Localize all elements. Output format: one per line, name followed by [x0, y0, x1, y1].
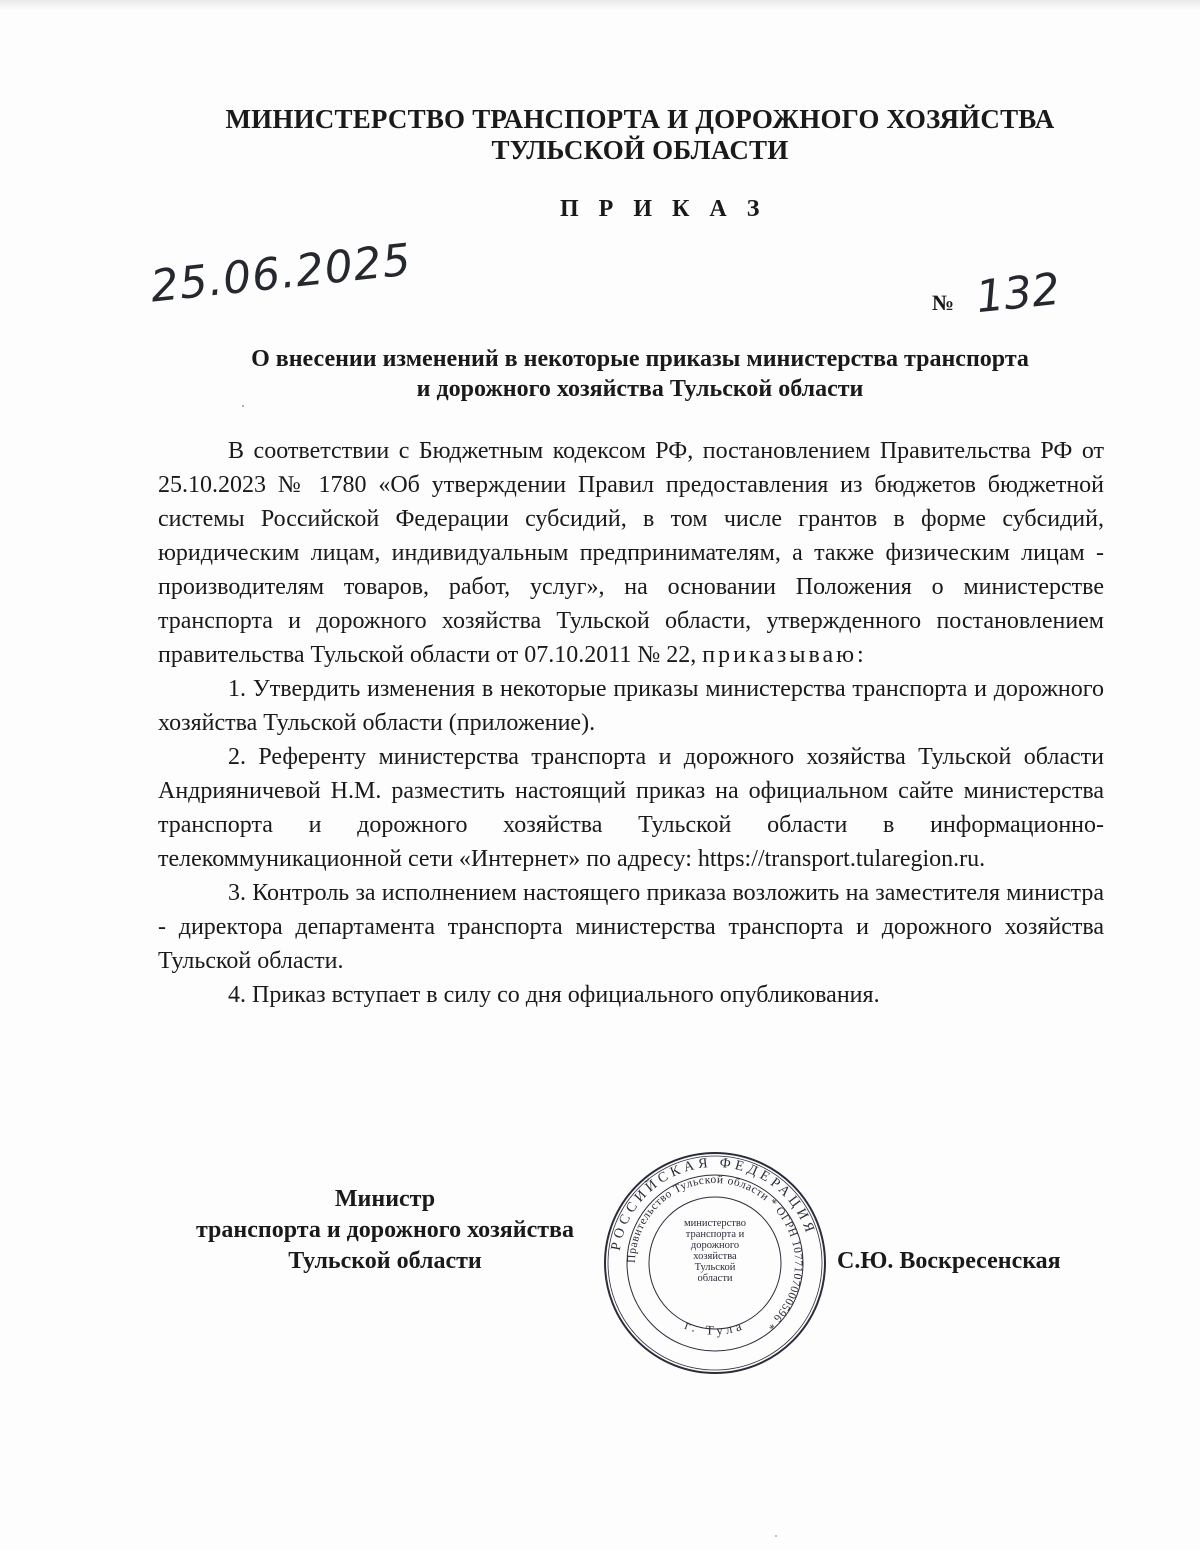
seal-center-line1: министерство	[683, 1218, 747, 1229]
preamble-text: В соответствии с Бюджетным кодексом РФ, постановлением Правительства РФ от 25.10.2023 № 1780 «Об утверждении Правил предоставления из бюджетов бюджетной системы Российской Федерации субсидий, в том числе грантов в форме субсидий, юридическим лицам, индивидуальным предпринимателям, а также физическим лицам - производителям товаров, работ, услуг», на основании Положения о министерстве транспорта и дорожного хозяйства Тульской области, утвержденного постановлением правительства Тульской области от 07.10.2011 № 22,	[158, 438, 1104, 668]
document-type: П Р И К А З	[560, 196, 767, 222]
order-subject-line2: и дорожного хозяйства Тульской области	[416, 376, 864, 402]
signatory-title-line3: Тульской области	[288, 1248, 482, 1274]
seal-center-line3: дорожного	[690, 1240, 740, 1251]
seal-center-line5: Тульской	[694, 1262, 736, 1273]
handwritten-date: 25.06.2025	[148, 234, 414, 313]
scan-edge-shadow	[0, 0, 1200, 10]
order-item-2: 2. Референту министерства транспорта и дорожного хозяйства Тульской области Андрияничевой Н.М. разместить настоящий приказ на официальном сайте министерства транспорта и дорожного хозяйства Тульской области в информационно-телекоммуникационной сети «Интернет» по адресу: https://transport.tularegion.ru.	[158, 744, 1104, 872]
seal-center-line6: области	[697, 1273, 733, 1284]
order-item-4: 4. Приказ вступает в силу со дня официального опубликования.	[228, 982, 880, 1008]
seal-center-line2: транспорта и	[685, 1229, 745, 1240]
seal-center-text	[668, 1218, 762, 1284]
preamble-paragraph	[158, 434, 1104, 672]
order-subject-line1: О внесении изменений в некоторые приказы министерства транспорта	[251, 346, 1029, 372]
seal-city-text: г. Тула	[682, 1316, 748, 1338]
order-subject	[140, 344, 1140, 404]
signatory-title-line1: Министр	[334, 1186, 436, 1212]
number-label: №	[932, 290, 955, 315]
scan-speck	[242, 405, 244, 407]
handwritten-number: 132	[973, 263, 1063, 324]
signatory-name: С.Ю. Воскресенская	[837, 1248, 1061, 1274]
seal-middle-ring-text: Правительство Тульской области * ОГРН 1077107000596 *	[625, 1173, 805, 1332]
ministry-header-line2: ТУЛЬСКОЙ ОБЛАСТИ	[491, 135, 789, 165]
order-verb: приказываю:	[702, 642, 867, 668]
order-item-1: 1. Утвердить изменения в некоторые приказы министерства транспорта и дорожного хозяйства Тульской области (приложение).	[158, 676, 1104, 736]
seal-center-line4: хозяйства	[693, 1251, 737, 1262]
ministry-header-line1: МИНИСТЕРСТВО ТРАНСПОРТА И ДОРОЖНОГО ХОЗЯЙСТВА	[225, 104, 1055, 134]
seal-outer-ring-text: РОССИЙСКАЯ ФЕДЕРАЦИЯ	[608, 1155, 818, 1252]
order-body	[158, 434, 1104, 1012]
ministry-header	[120, 104, 1160, 166]
scan-speck	[775, 1535, 777, 1537]
signatory-title	[160, 1184, 610, 1277]
order-item-3: 3. Контроль за исполнением настоящего приказа возложить на заместителя министра - директора департамента транспорта министерства транспорта и дорожного хозяйства Тульской области.	[158, 880, 1104, 974]
signatory-title-line2: транспорта и дорожного хозяйства	[195, 1217, 575, 1243]
